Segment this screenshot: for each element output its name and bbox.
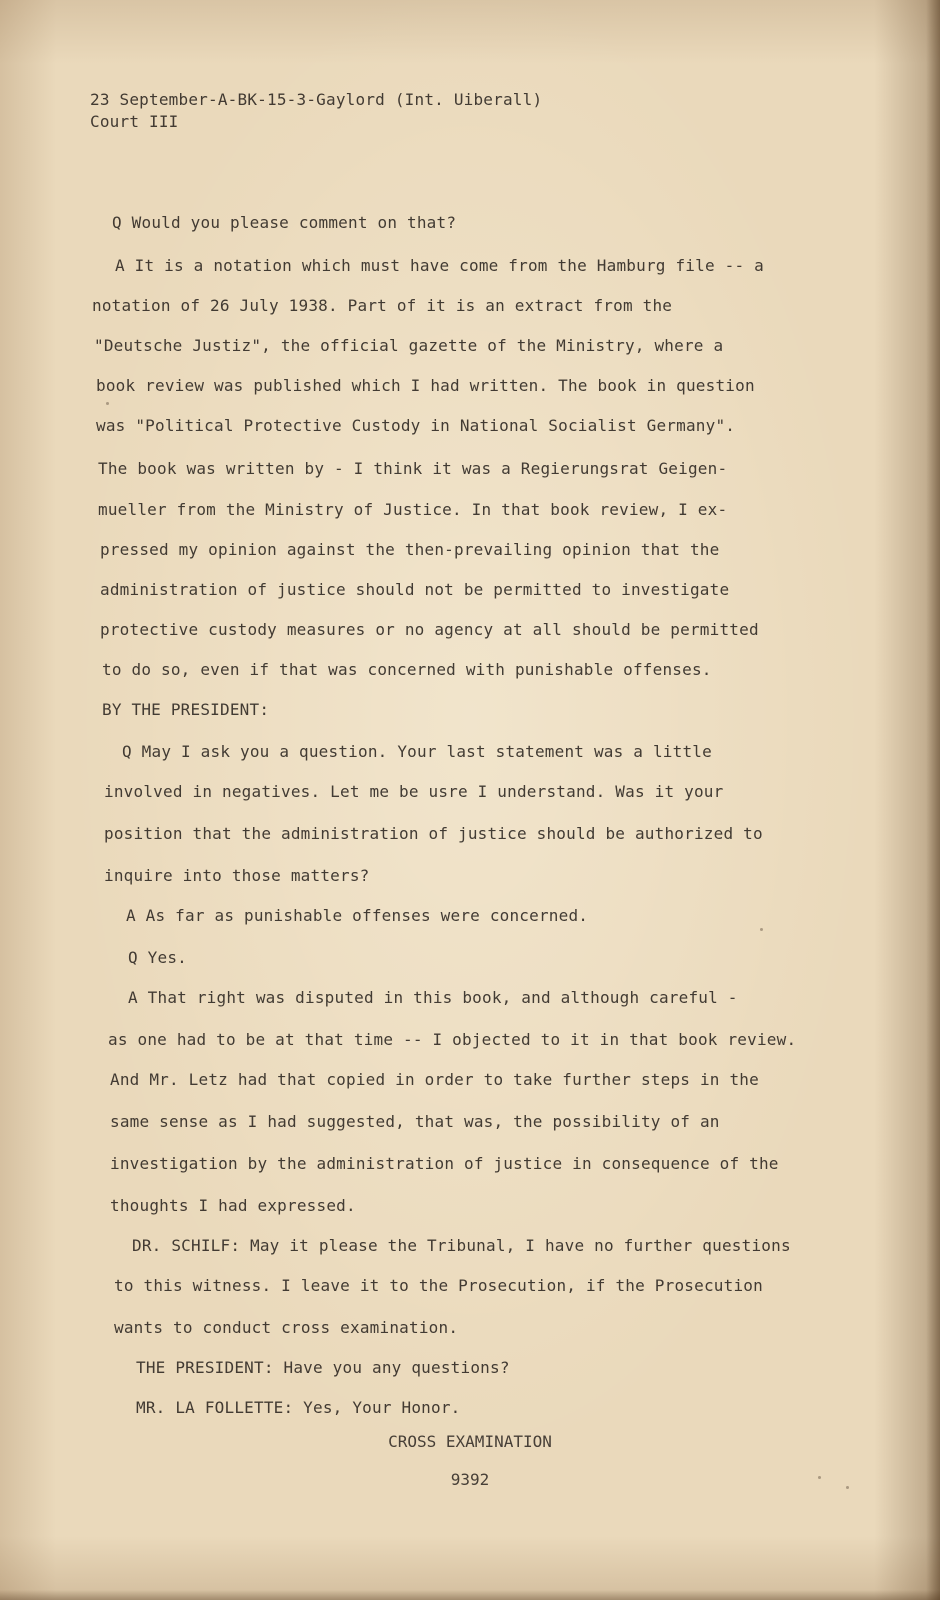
- transcript-line: was "Political Protective Custody in National Socialist Germany".: [96, 416, 736, 435]
- transcript-line: And Mr. Letz had that copied in order to take further steps in the: [110, 1070, 759, 1089]
- transcript-line: to do so, even if that was concerned with punishable offenses.: [102, 660, 712, 679]
- transcript-line: Q Would you please comment on that?: [112, 213, 457, 232]
- page-number: 9392: [450, 1470, 490, 1489]
- transcript-line: mueller from the Ministry of Justice. In that book review, I ex-: [98, 500, 728, 519]
- transcript-line: same sense as I had suggested, that was, the possibility of an: [110, 1112, 720, 1131]
- transcript-line: involved in negatives. Let me be usre I understand. Was it your: [104, 782, 724, 801]
- transcript-line: MR. LA FOLLETTE: Yes, Your Honor.: [136, 1398, 461, 1417]
- transcript-line: Q May I ask you a question. Your last statement was a little: [122, 742, 712, 761]
- transcript-line: notation of 26 July 1938. Part of it is an extract from the: [92, 296, 673, 315]
- transcript-line: thoughts I had expressed.: [110, 1196, 356, 1215]
- transcript-line: Q Yes.: [128, 948, 187, 967]
- paper-bottom-shadow: [0, 1590, 940, 1600]
- transcript-line: wants to conduct cross examination.: [114, 1318, 459, 1337]
- transcript-line: inquire into those matters?: [104, 866, 370, 885]
- paper-speck: [846, 1486, 849, 1489]
- transcript-line: administration of justice should not be permitted to investigate: [100, 580, 730, 599]
- transcript-line: "Deutsche Justiz", the official gazette of the Ministry, where a: [94, 336, 724, 355]
- transcript-line: A As far as punishable offenses were concerned.: [126, 906, 589, 925]
- transcript-line: to this witness. I leave it to the Prosecution, if the Prosecution: [114, 1276, 763, 1295]
- transcript-line: position that the administration of justice should be authorized to: [104, 824, 763, 843]
- transcript-line: DR. SCHILF: May it please the Tribunal, I have no further questions: [132, 1236, 791, 1255]
- paper-speck: [760, 928, 763, 931]
- transcript-line: investigation by the administration of justice in consequence of the: [110, 1154, 779, 1173]
- paper-edge-shadow: [926, 0, 940, 1600]
- header-case-line: 23 September-A-BK-15-3-Gaylord (Int. Uiberall): [90, 90, 543, 109]
- transcript-line: book review was published which I had written. The book in question: [96, 376, 755, 395]
- transcript-line: protective custody measures or no agency at all should be permitted: [100, 620, 759, 639]
- transcript-line: A That right was disputed in this book, and although careful -: [128, 988, 738, 1007]
- section-heading: CROSS EXAMINATION: [388, 1432, 552, 1451]
- paper-speck: [106, 402, 109, 405]
- transcript-line: The book was written by - I think it was a Regierungsrat Geigen-: [98, 459, 728, 478]
- transcript-line: as one had to be at that time -- I objected to it in that book review.: [108, 1030, 797, 1049]
- header-court-line: Court III: [90, 112, 179, 131]
- transcript-line: THE PRESIDENT: Have you any questions?: [136, 1358, 510, 1377]
- transcript-line: pressed my opinion against the then-prevailing opinion that the: [100, 540, 720, 559]
- speaker-label: BY THE PRESIDENT:: [102, 700, 270, 719]
- transcript-line: A It is a notation which must have come from the Hamburg file -- a: [115, 256, 764, 275]
- paper-speck: [818, 1476, 821, 1479]
